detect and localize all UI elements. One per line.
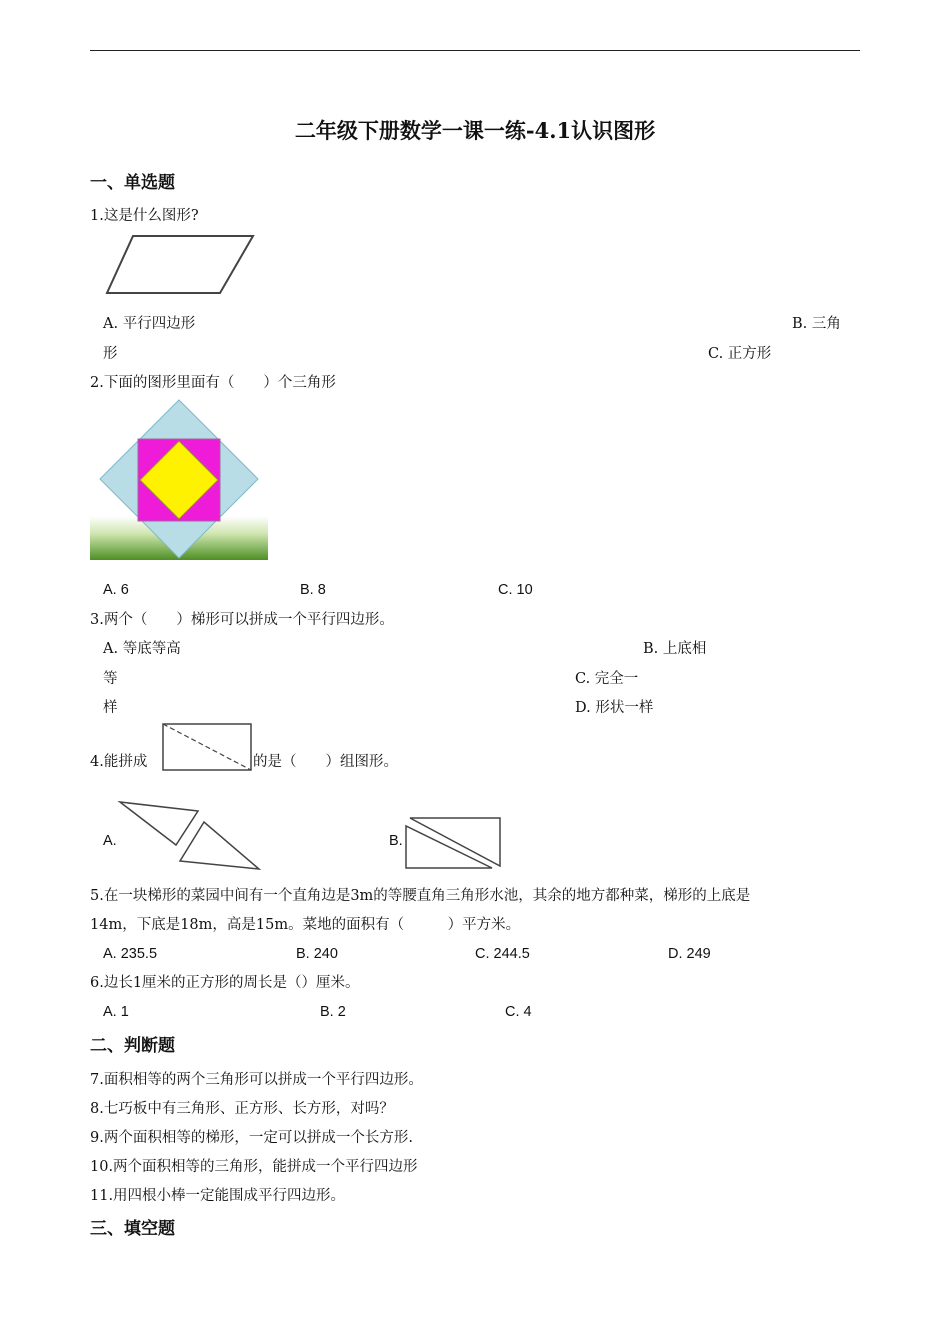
question-8-stem: 8.七巧板中有三角形、正方形、长方形，对吗？ [90,1101,394,1117]
question-3-option-a-wrap-2: 样 [103,700,118,716]
page-title: 二年级下册数学一课一练-4.1认识图形 [294,118,656,143]
option-b-triangles-figure [402,816,504,870]
question-3-option-a[interactable]: A. 等底等高 [103,641,181,657]
rectangle-with-diagonal-figure [161,722,253,772]
question-1-option-a[interactable]: A. 平行四边形 [103,316,196,332]
question-5-option-d[interactable]: D. 249 [668,946,711,962]
question-3-option-b[interactable]: B. 上底相 [643,641,707,657]
question-4-option-a[interactable]: A. [103,833,117,849]
question-5-option-c[interactable]: C. 244.5 [475,946,530,962]
question-6-option-c[interactable]: C. 4 [505,1004,532,1020]
parallelogram-figure [100,232,260,300]
header-rule [90,50,860,51]
question-4-option-b[interactable]: B. [389,833,403,849]
question-1-option-a-wrap: 形 [103,346,118,362]
nested-squares-figure [90,398,268,560]
question-4-stem-start: 4.能拼成 [90,754,148,770]
question-2-option-c[interactable]: C. 10 [498,582,533,598]
question-3-option-d[interactable]: D. 形状一样 [575,700,654,716]
question-5-stem-line-1: 5.在一块梯形的菜园中间有一个直角边是3m的等腰直角三角形水池，其余的地方都种菜，梯形的上底是 [90,888,751,904]
question-5-option-a[interactable]: A. 235.5 [103,946,158,962]
question-1-stem: 1.这是什么图形? [90,208,199,224]
section-heading-single-choice: 一、单选题 [90,173,175,193]
question-6-option-a[interactable]: A. 1 [103,1004,129,1020]
question-5-option-b[interactable]: B. 240 [296,946,338,962]
question-7-stem: 7.面积相等的两个三角形可以拼成一个平行四边形。 [90,1072,423,1088]
option-a-triangles-figure [116,798,266,874]
question-4-stem-end: 的是（ ）组图形。 [253,754,398,770]
question-9-stem: 9.两个面积相等的梯形，一定可以拼成一个长方形. [90,1130,413,1146]
question-2-stem: 2.下面的图形里面有（ ）个三角形 [90,375,336,391]
question-10-stem: 10.两个面积相等的三角形，能拼成一个平行四边形 [90,1159,418,1175]
question-6-option-b[interactable]: B. 2 [320,1004,346,1020]
question-2-option-a[interactable]: A. 6 [103,582,129,598]
question-11-stem: 11.用四根小棒一定能围成平行四边形。 [90,1188,346,1204]
question-6-stem: 6.边长1厘米的正方形的周长是（）厘米。 [90,975,360,991]
section-heading-fill-in: 三、填空题 [90,1219,175,1239]
question-3-stem: 3.两个（ ）梯形可以拼成一个平行四边形。 [90,612,394,628]
question-5-stem-line-2: 14m，下底是18m，高是15m。菜地的面积有（ ）平方米。 [90,917,521,933]
question-3-option-a-wrap-1: 等 [103,671,118,687]
question-1-option-c[interactable]: C. 正方形 [708,346,772,362]
question-2-option-b[interactable]: B. 8 [300,582,326,598]
section-heading-true-false: 二、判断题 [90,1036,175,1056]
question-1-option-b[interactable]: B. 三角 [792,316,841,332]
question-3-option-c[interactable]: C. 完全一 [575,671,639,687]
